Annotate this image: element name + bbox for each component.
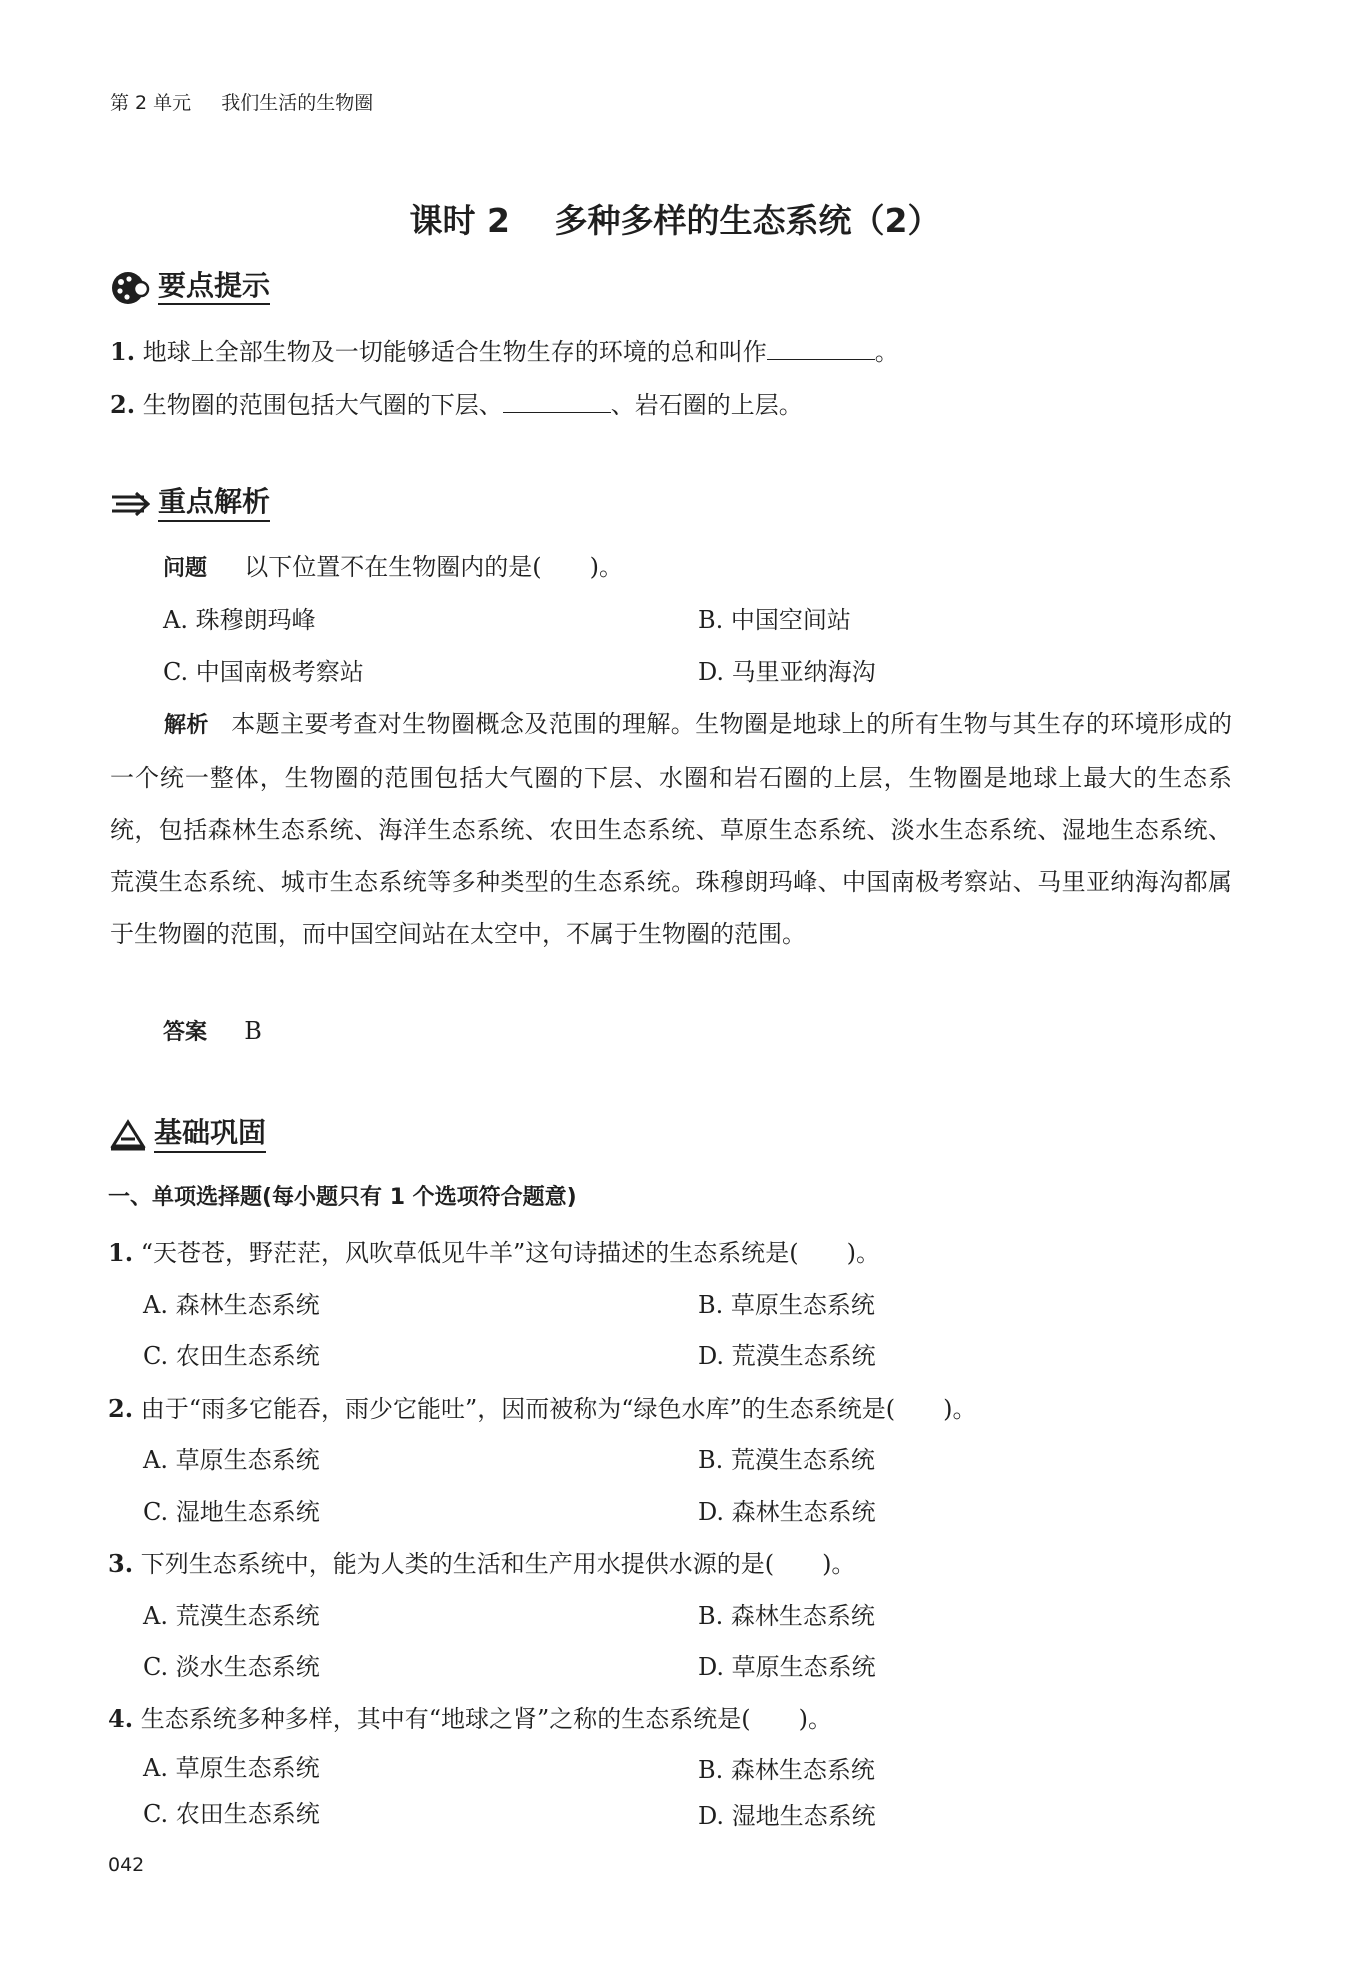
tip-2: 2. 生物圈的范围包括大气圈的下层、 、岩石圈的上层。 bbox=[110, 390, 803, 419]
lesson-title: 课时 2 多种多样的生态系统（2） bbox=[409, 201, 941, 240]
answer-label: 答案 bbox=[163, 1020, 208, 1045]
question-2: 2. 由于“雨多它能吞，雨少它能吐”，因而被称为“绿色水库”的生态系统是( )。 bbox=[108, 1394, 977, 1423]
question-group-heading: 一、单项选择题(每小题只有 1 个选项符合题意) bbox=[108, 1185, 577, 1210]
q3-option-c: C. 淡水生态系统 bbox=[143, 1653, 320, 1681]
q2-option-b: B. 荒漠生态系统 bbox=[698, 1446, 875, 1474]
example-option-b: B. 中国空间站 bbox=[698, 606, 851, 634]
section-analysis-label: 重点解析 bbox=[158, 487, 270, 522]
triangle-icon bbox=[110, 1119, 146, 1151]
q2-option-c: C. 湿地生态系统 bbox=[143, 1498, 320, 1526]
q2-option-a: A. 草原生态系统 bbox=[143, 1446, 320, 1474]
section-tips-label: 要点提示 bbox=[158, 271, 270, 306]
q1-option-c: C. 农田生态系统 bbox=[143, 1342, 320, 1370]
unit-title: 我们生活的生物圈 bbox=[221, 92, 374, 114]
question-4: 4. 生态系统多种多样，其中有“地球之肾”之称的生态系统是( )。 bbox=[108, 1704, 832, 1733]
q3-option-a: A. 荒漠生态系统 bbox=[143, 1602, 320, 1630]
example-answer: 答案 B bbox=[163, 1017, 262, 1045]
palette-icon bbox=[110, 270, 150, 306]
q4-option-a: A. 草原生态系统 bbox=[143, 1754, 320, 1782]
q1-option-a: A. 森林生态系统 bbox=[143, 1291, 320, 1319]
q1-option-d: D. 荒漠生态系统 bbox=[698, 1342, 876, 1370]
section-basics bbox=[110, 1118, 266, 1153]
example-question: 问题 以下位置不在生物圈内的是( )。 bbox=[163, 553, 624, 581]
q1-option-b: B. 草原生态系统 bbox=[698, 1291, 875, 1319]
section-tips bbox=[110, 270, 270, 306]
unit-number: 第 2 单元 bbox=[110, 92, 192, 114]
page-number: 042 bbox=[108, 1854, 145, 1876]
example-option-c: C. 中国南极考察站 bbox=[163, 658, 364, 686]
q2-option-d: D. 森林生态系统 bbox=[698, 1498, 876, 1526]
arrow-lines-icon bbox=[110, 489, 150, 519]
q4-option-d: D. 湿地生态系统 bbox=[698, 1802, 876, 1830]
analysis-paragraph: 解析 本题主要考查对生物圈概念及范围的理解。生物圈是地球上的所有生物与其生存的环境形成的一个统一整体，生物圈的范围包括大气圈的下层、水圈和岩石圈的上层，生物圈是地球上最大的生态系统，包括森林生态系统、海洋生态系统、农田生态系统、草原生态系统、淡水生态系统、湿地生态系统、荒漠生态系统、城市生态系统等多种类型的生态系统。珠穆朗玛峰、中国南极考察站、马里亚纳海沟都属于生物圈的范围，而中国空间站在太空中，不属于生物圈的范围。 bbox=[110, 710, 1232, 948]
example-option-a: A. 珠穆朗玛峰 bbox=[163, 606, 316, 634]
running-header bbox=[110, 88, 373, 115]
example-option-d: D. 马里亚纳海沟 bbox=[698, 658, 876, 686]
tip-1: 1. 地球上全部生物及一切能够适合生物生存的环境的总和叫作 。 bbox=[110, 337, 899, 366]
fill-blank[interactable] bbox=[767, 358, 875, 360]
q4-option-b: B. 森林生态系统 bbox=[698, 1756, 875, 1784]
question-1: 1. “天苍苍，野茫茫，风吹草低见牛羊”这句诗描述的生态系统是( )。 bbox=[108, 1238, 880, 1267]
q3-option-b: B. 森林生态系统 bbox=[698, 1602, 875, 1630]
q4-option-c: C. 农田生态系统 bbox=[143, 1800, 320, 1828]
question-3: 3. 下列生态系统中，能为人类的生活和生产用水提供水源的是( )。 bbox=[108, 1549, 856, 1578]
fill-blank[interactable] bbox=[503, 411, 611, 413]
analysis-label: 解析 bbox=[164, 713, 209, 738]
section-basics-label: 基础巩固 bbox=[154, 1118, 266, 1153]
section-analysis bbox=[110, 487, 270, 522]
q3-option-d: D. 草原生态系统 bbox=[698, 1653, 876, 1681]
question-label: 问题 bbox=[163, 556, 208, 581]
